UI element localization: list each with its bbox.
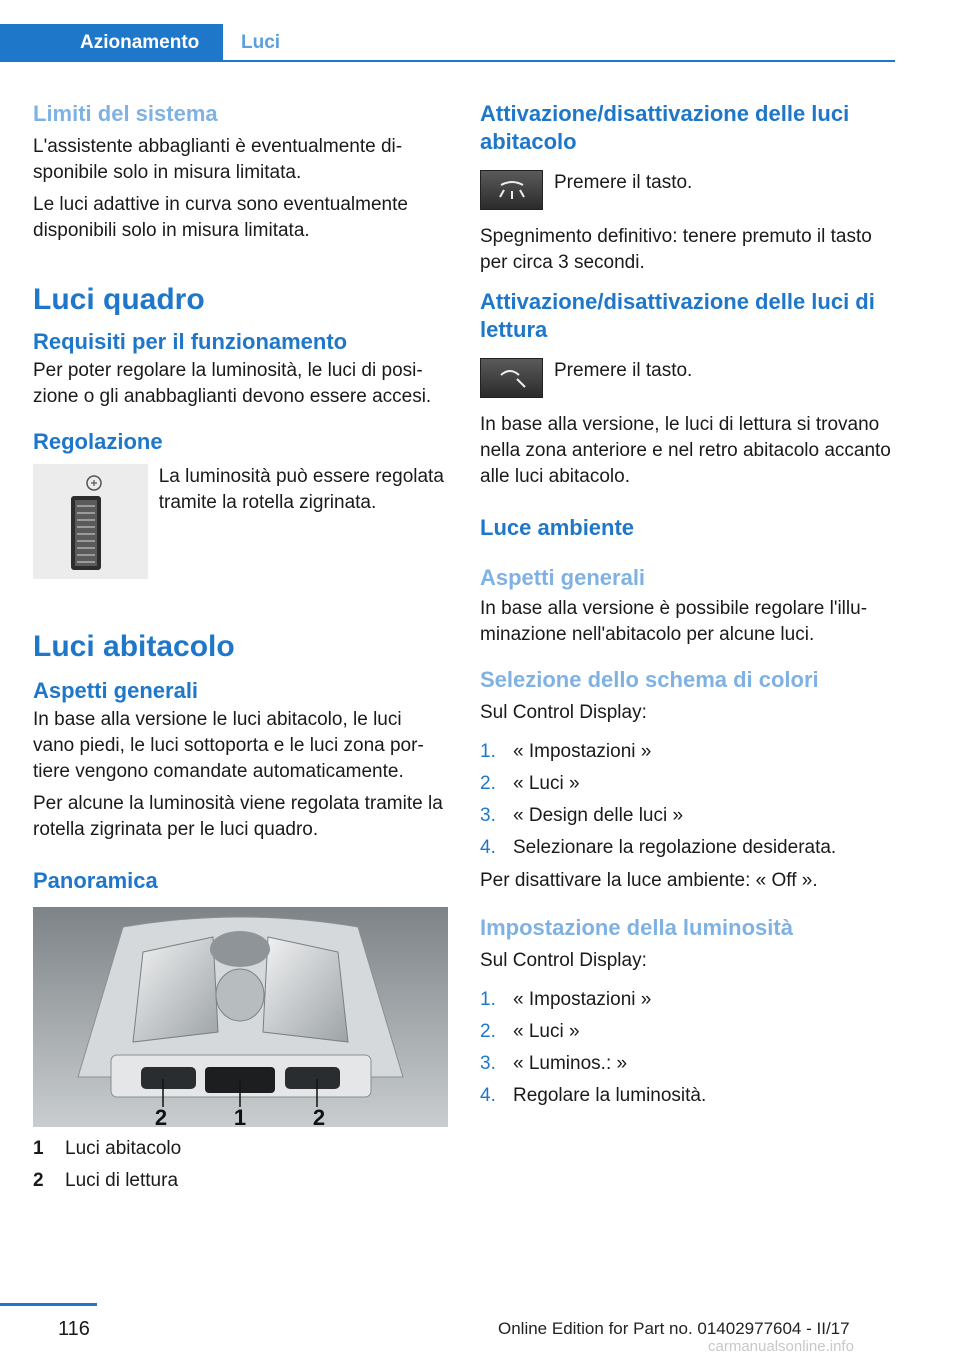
luci-quadro-heading: Luci quadro	[33, 283, 205, 316]
luci-abitacolo-heading: Luci abitacolo	[33, 630, 235, 663]
legend-item	[33, 1133, 448, 1165]
legend-list	[33, 1133, 448, 1197]
legend-item	[33, 1165, 448, 1197]
control-display-text-2: Sul Control Display:	[480, 950, 647, 971]
list-item	[480, 1080, 892, 1112]
panel-label-right: 2	[312, 1105, 326, 1127]
aspetti-generali-heading-left: Aspetti generali	[33, 678, 199, 703]
legend-number: 1	[33, 1138, 44, 1159]
step-text: « Luminos.: »	[513, 1053, 628, 1074]
att-lettura-heading: Attivazione/disattivazione delle luci di lettura	[480, 289, 875, 342]
impostazione-steps	[480, 984, 892, 1112]
step-number: 2.	[480, 773, 496, 794]
footer-rule	[0, 1303, 97, 1306]
header-tabs	[0, 0, 895, 62]
step-text: « Luci »	[513, 773, 580, 794]
att-abitacolo-heading: Attivazione/disattivazione delle luci abitacolo	[480, 101, 850, 154]
legend-number: 2	[33, 1170, 44, 1191]
premere-text-1: Premere il tasto.	[554, 172, 693, 193]
regolazione-paragraph: La luminosità può essere regolata tramite la rotella zigrinata.	[158, 466, 444, 513]
step-text: « Design delle luci »	[513, 805, 684, 826]
list-item	[480, 832, 892, 864]
control-display-text-1: Sul Control Display:	[480, 702, 647, 723]
disattivare-paragraph: Per disattivare la luce ambiente: « Off ».	[480, 870, 818, 891]
aspetti-paragraph-2: Per alcune la luminosità viene regolata tramite la rotella zigrinata per le luci quadro.	[33, 793, 443, 840]
interior-light-button-icon	[480, 170, 543, 210]
step-number: 1.	[480, 989, 496, 1010]
step-text: Regolare la luminosità.	[513, 1085, 707, 1106]
limiti-paragraph-1: L'assistente abbaglianti è eventualmente disponibile solo in misura limitata.	[33, 136, 403, 183]
thumbwheel-image	[33, 464, 148, 579]
legend-text: Luci abitacolo	[65, 1138, 182, 1159]
ambiente-paragraph: In base alla versione è possibile regolare l'illuminazione nell'abitacolo per alcune luci.	[480, 598, 868, 645]
limiti-heading: Limiti del sistema	[33, 101, 218, 126]
panoramica-heading: Panoramica	[33, 868, 158, 893]
lettura-paragraph: In base alla versione, le luci di lettura si trovano nella zona anteriore e nel retro abitacolo accanto alle luci abitacolo.	[480, 414, 891, 487]
page-number: 116	[58, 1318, 90, 1340]
selezione-steps	[480, 736, 892, 864]
list-item	[480, 736, 892, 768]
step-number: 4.	[480, 837, 496, 858]
impostazione-heading: Impostazione della luminosità	[480, 915, 793, 940]
requisiti-heading: Requisiti per il funzionamento	[33, 329, 348, 354]
list-item	[480, 984, 892, 1016]
edition-text: Online Edition for Part no. 01402977604 - II/17	[498, 1319, 850, 1338]
spegnimento-paragraph: Spegnimento definitivo: tenere premuto il tasto per circa 3 secondi.	[480, 226, 872, 273]
aspetti-generali-heading-right: Aspetti generali	[480, 565, 646, 590]
premere-text-2: Premere il tasto.	[554, 360, 693, 381]
watermark: carmanualsonline.info	[708, 1338, 854, 1355]
list-item	[480, 1016, 892, 1048]
reading-light-button-icon	[480, 358, 543, 398]
luce-ambiente-heading: Luce ambiente	[480, 515, 635, 540]
step-text: « Impostazioni »	[513, 741, 652, 762]
limiti-paragraph-2: Le luci adattive in curva sono eventualmente disponibili solo in misura limitata.	[33, 194, 408, 241]
list-item	[480, 800, 892, 832]
overhead-panel-image	[33, 907, 448, 1127]
regolazione-heading: Regolazione	[33, 429, 163, 454]
list-item	[480, 1048, 892, 1080]
step-text: « Luci »	[513, 1021, 580, 1042]
tab-luci[interactable]: Luci	[241, 32, 281, 53]
step-text: Selezionare la regolazione desiderata.	[513, 837, 837, 858]
requisiti-paragraph: Per poter regolare la luminosità, le luci di posizione o gli anabbaglianti devono essere accesi.	[33, 360, 432, 407]
selezione-heading: Selezione dello schema di colori	[480, 667, 819, 692]
left-column	[33, 100, 448, 1197]
header-rule	[223, 60, 895, 62]
step-number: 4.	[480, 1085, 496, 1106]
panel-label-left: 2	[154, 1105, 168, 1127]
tab-azionamento[interactable]: Azionamento	[0, 24, 223, 62]
right-column	[480, 100, 892, 1112]
step-number: 2.	[480, 1021, 496, 1042]
step-number: 1.	[480, 741, 496, 762]
list-item	[480, 768, 892, 800]
step-text: « Impostazioni »	[513, 989, 652, 1010]
panel-label-center: 1	[233, 1105, 247, 1127]
step-number: 3.	[480, 805, 496, 826]
step-number: 3.	[480, 1053, 496, 1074]
legend-text: Luci di lettura	[65, 1170, 179, 1191]
aspetti-paragraph-1: In base alla versione le luci abitacolo, le luci vano piedi, le luci sottoporta e le luci zona portiere vengono comandate automaticamente.	[33, 709, 424, 782]
